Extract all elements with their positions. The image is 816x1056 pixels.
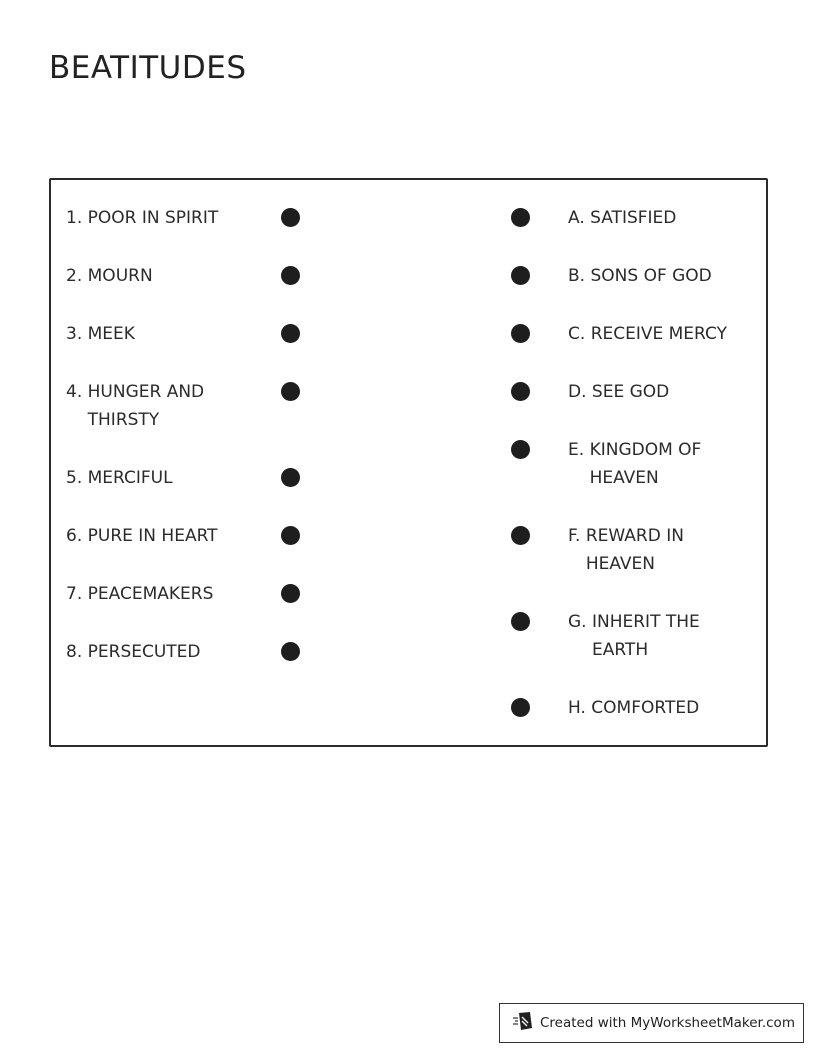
right-column bbox=[511, 204, 742, 752]
item-text: SATISFIED bbox=[590, 208, 677, 228]
left-item bbox=[66, 378, 253, 434]
item-text: SONS OF GOD bbox=[590, 266, 712, 286]
left-match-dot[interactable] bbox=[281, 642, 300, 661]
item-text: POOR IN SPIRIT bbox=[87, 208, 219, 228]
right-item bbox=[511, 378, 742, 406]
right-match-dot[interactable] bbox=[511, 526, 530, 545]
matching-box bbox=[49, 178, 768, 747]
item-text: PEACEMAKERS bbox=[87, 584, 214, 604]
left-match-dot[interactable] bbox=[281, 584, 300, 603]
left-match-dot[interactable] bbox=[281, 382, 300, 401]
left-match-dot[interactable] bbox=[281, 526, 300, 545]
item-number: E. bbox=[568, 440, 585, 460]
left-match-dot[interactable] bbox=[281, 266, 300, 285]
item-number: 2. bbox=[66, 266, 83, 286]
right-item bbox=[511, 204, 742, 232]
right-match-dot[interactable] bbox=[511, 382, 530, 401]
item-text: KINGDOM OF HEAVEN bbox=[589, 440, 702, 488]
item-number: 7. bbox=[66, 584, 83, 604]
right-item bbox=[511, 320, 742, 348]
item-number: G. bbox=[568, 612, 587, 632]
left-match-dot[interactable] bbox=[281, 324, 300, 343]
item-text: MERCIFUL bbox=[87, 468, 173, 488]
right-match-dot[interactable] bbox=[511, 208, 530, 227]
item-number: D. bbox=[568, 382, 587, 402]
right-match-dot[interactable] bbox=[511, 612, 530, 631]
left-item bbox=[66, 320, 253, 348]
item-number: A. bbox=[568, 208, 585, 228]
item-number: 8. bbox=[66, 642, 83, 662]
right-item bbox=[511, 522, 742, 578]
item-number: 4. bbox=[66, 382, 83, 402]
right-item bbox=[511, 694, 742, 722]
item-number: H. bbox=[568, 698, 586, 718]
page-title: BEATITUDES bbox=[49, 50, 247, 86]
left-item bbox=[66, 522, 253, 550]
footer-badge[interactable] bbox=[499, 1003, 804, 1043]
item-text: INHERIT THE EARTH bbox=[591, 612, 700, 660]
item-text: HUNGER AND THIRSTY bbox=[87, 382, 205, 430]
item-number: 6. bbox=[66, 526, 83, 546]
right-match-dot[interactable] bbox=[511, 698, 530, 717]
right-match-dot[interactable] bbox=[511, 266, 530, 285]
item-text: SEE GOD bbox=[591, 382, 670, 402]
item-text: PERSECUTED bbox=[87, 642, 201, 662]
right-match-dot[interactable] bbox=[511, 324, 530, 343]
right-match-dot[interactable] bbox=[511, 440, 530, 459]
item-number: C. bbox=[568, 324, 586, 344]
item-number: F. bbox=[568, 526, 581, 546]
item-number: 1. bbox=[66, 208, 83, 228]
left-item bbox=[66, 204, 253, 232]
left-match-dot[interactable] bbox=[281, 208, 300, 227]
item-text: PURE IN HEART bbox=[87, 526, 218, 546]
item-number: B. bbox=[568, 266, 586, 286]
item-number: 3. bbox=[66, 324, 83, 344]
left-item bbox=[66, 580, 253, 608]
item-text: MEEK bbox=[87, 324, 135, 344]
item-text: MOURN bbox=[87, 266, 153, 286]
left-item bbox=[66, 262, 253, 290]
left-item bbox=[66, 638, 253, 666]
item-number: 5. bbox=[66, 468, 83, 488]
right-item bbox=[511, 436, 742, 492]
item-text: COMFORTED bbox=[591, 698, 700, 718]
left-item bbox=[66, 464, 253, 492]
worksheet-logo-icon bbox=[512, 1010, 540, 1036]
left-match-dot[interactable] bbox=[281, 468, 300, 487]
item-text: REWARD IN HEAVEN bbox=[585, 526, 684, 574]
right-item bbox=[511, 262, 742, 290]
right-item bbox=[511, 608, 742, 664]
footer-text: Created with MyWorksheetMaker.com bbox=[540, 1015, 795, 1031]
item-text: RECEIVE MERCY bbox=[590, 324, 727, 344]
left-column bbox=[66, 204, 253, 696]
